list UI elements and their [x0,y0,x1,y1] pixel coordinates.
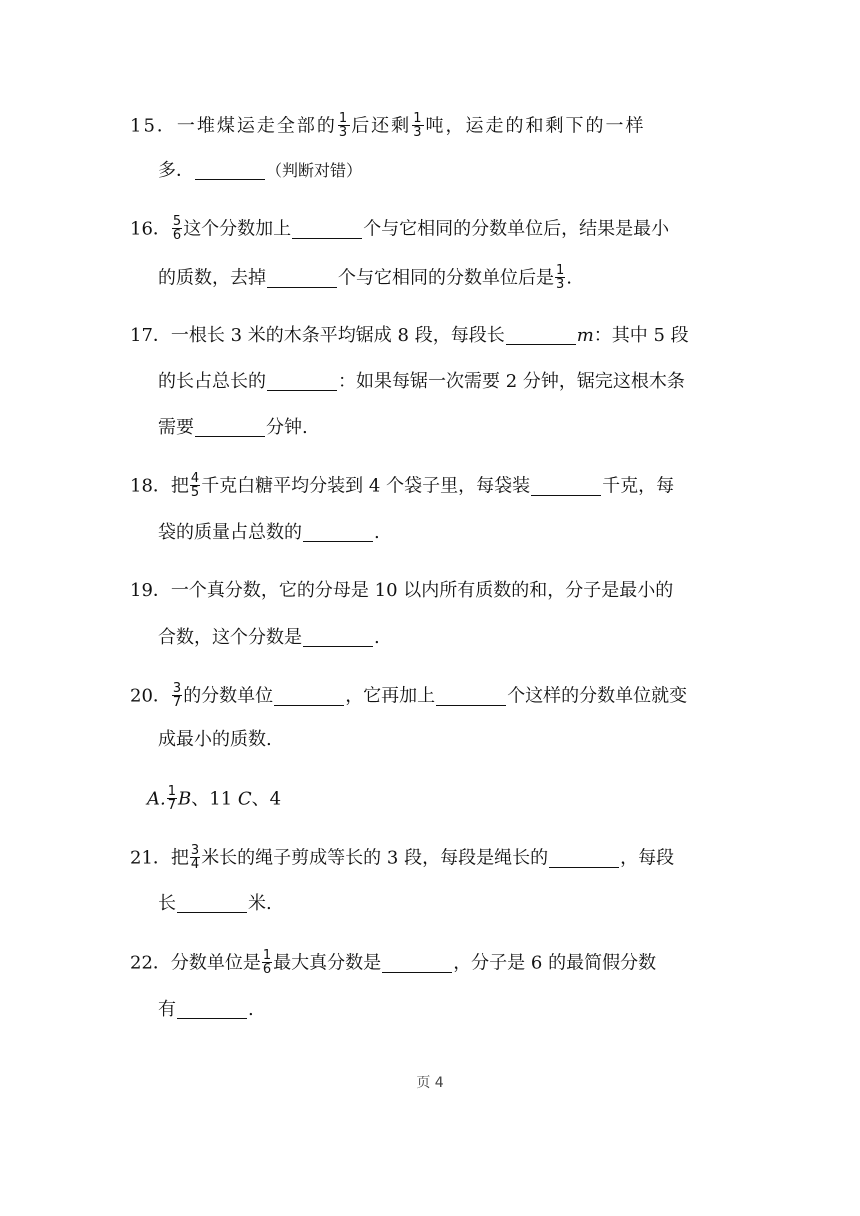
answer-blank[interactable] [267,269,337,288]
answer-blank[interactable] [292,220,362,239]
answer-blank[interactable] [195,161,265,180]
question-number: 18． [130,475,171,497]
answer-blank[interactable] [303,628,373,647]
question-15-line-1: 15．一堆煤运走全部的 $\frac{1}{3}$ 后还剩 $\frac{1}{3}$ 吨，运走的和剩下的一样 [130,111,646,140]
question-17-line-3: 需要 分钟. [158,417,308,438]
fraction: $\frac{4}{5}$ [190,471,200,500]
fraction: $\frac{1}{3}$ [413,111,424,140]
question-number: 15． [130,115,177,137]
fraction: $\frac{1}{3}$ [556,263,565,292]
answer-blank[interactable] [303,523,373,542]
fraction: $\frac{3}{4}$ [190,843,200,872]
answer-blank[interactable] [382,954,452,973]
answer-blank[interactable] [177,894,247,913]
answer-blank[interactable] [267,372,337,391]
answer-blank[interactable] [195,418,265,437]
option-a-label: A. [147,788,166,810]
question-number: 19． [130,580,171,601]
question-number: 20． [130,685,171,707]
fraction: $\frac{1}{7}$ [167,784,177,813]
question-21-line-2: 长 米. [158,893,272,914]
question-number: 22． [130,952,171,974]
fraction: $\frac{1}{3}$ [338,111,350,140]
question-19-line-2: 合数，这个分数是 . [158,627,380,648]
fraction: $\frac{5}{6}$ [172,214,182,243]
page-number: 页 4 [416,1075,444,1091]
question-number: 21． [130,847,171,869]
question-21-line-1: 21．把 $\frac{3}{4}$ 米长的绳子剪成等长的 3 段，每段是绳长的 ，每段 [130,843,675,872]
question-18-line-2: 袋的质量占总数的 . [158,522,380,543]
question-17-line-1: 17．一根长 3 米的木条平均锯成 8 段，每段长 m：其中 5 段 [130,325,689,346]
question-20-line-2: 成最小的质数. [158,729,272,750]
question-20-line-1: 20． $\frac{3}{7}$ 的分数单位 ，它再加上 个这样的分数单位就变 [130,681,688,710]
question-22-line-1: 22．分数单位是 $\frac{1}{6}$ 最大真分数是 ，分子是 6 的最简假分数 [130,948,657,977]
question-20-options: A. $\frac{1}{7}$ B、11 C、4 [147,784,282,813]
question-22-line-2: 有 . [158,999,254,1020]
option-c-label: C [237,788,252,810]
fraction: $\frac{1}{6}$ [262,948,272,977]
answer-blank[interactable] [549,849,619,868]
answer-blank[interactable] [506,326,576,345]
question-16-line-1: 16． $\frac{5}{6}$ 这个分数加上 个与它相同的分数单位后，结果是最小 [130,214,670,243]
answer-blank[interactable] [436,687,506,706]
question-17-line-2: 的长占总长的 ：如果每锯一次需要 2 分钟，锯完这根木条 [158,371,685,392]
answer-blank[interactable] [177,1000,247,1019]
option-b-label: B [178,788,192,810]
question-19-line-1: 19．一个真分数，它的分母是 10 以内所有质数的和，分子是最小的 [130,580,674,601]
answer-blank[interactable] [531,477,601,496]
question-18-line-1: 18．把 $\frac{4}{5}$ 千克白糖平均分装到 4 个袋子里，每袋装 千克，每 [130,471,675,500]
fraction: $\frac{3}{7}$ [172,681,182,710]
question-15-line-2: 多． （判断对错） [158,160,363,181]
answer-blank[interactable] [274,687,344,706]
question-16-line-2: 的质数，去掉 个与它相同的分数单位后是 $\frac{1}{3}$ . [158,263,573,292]
question-number: 16． [130,218,171,240]
question-number: 17． [130,325,171,346]
